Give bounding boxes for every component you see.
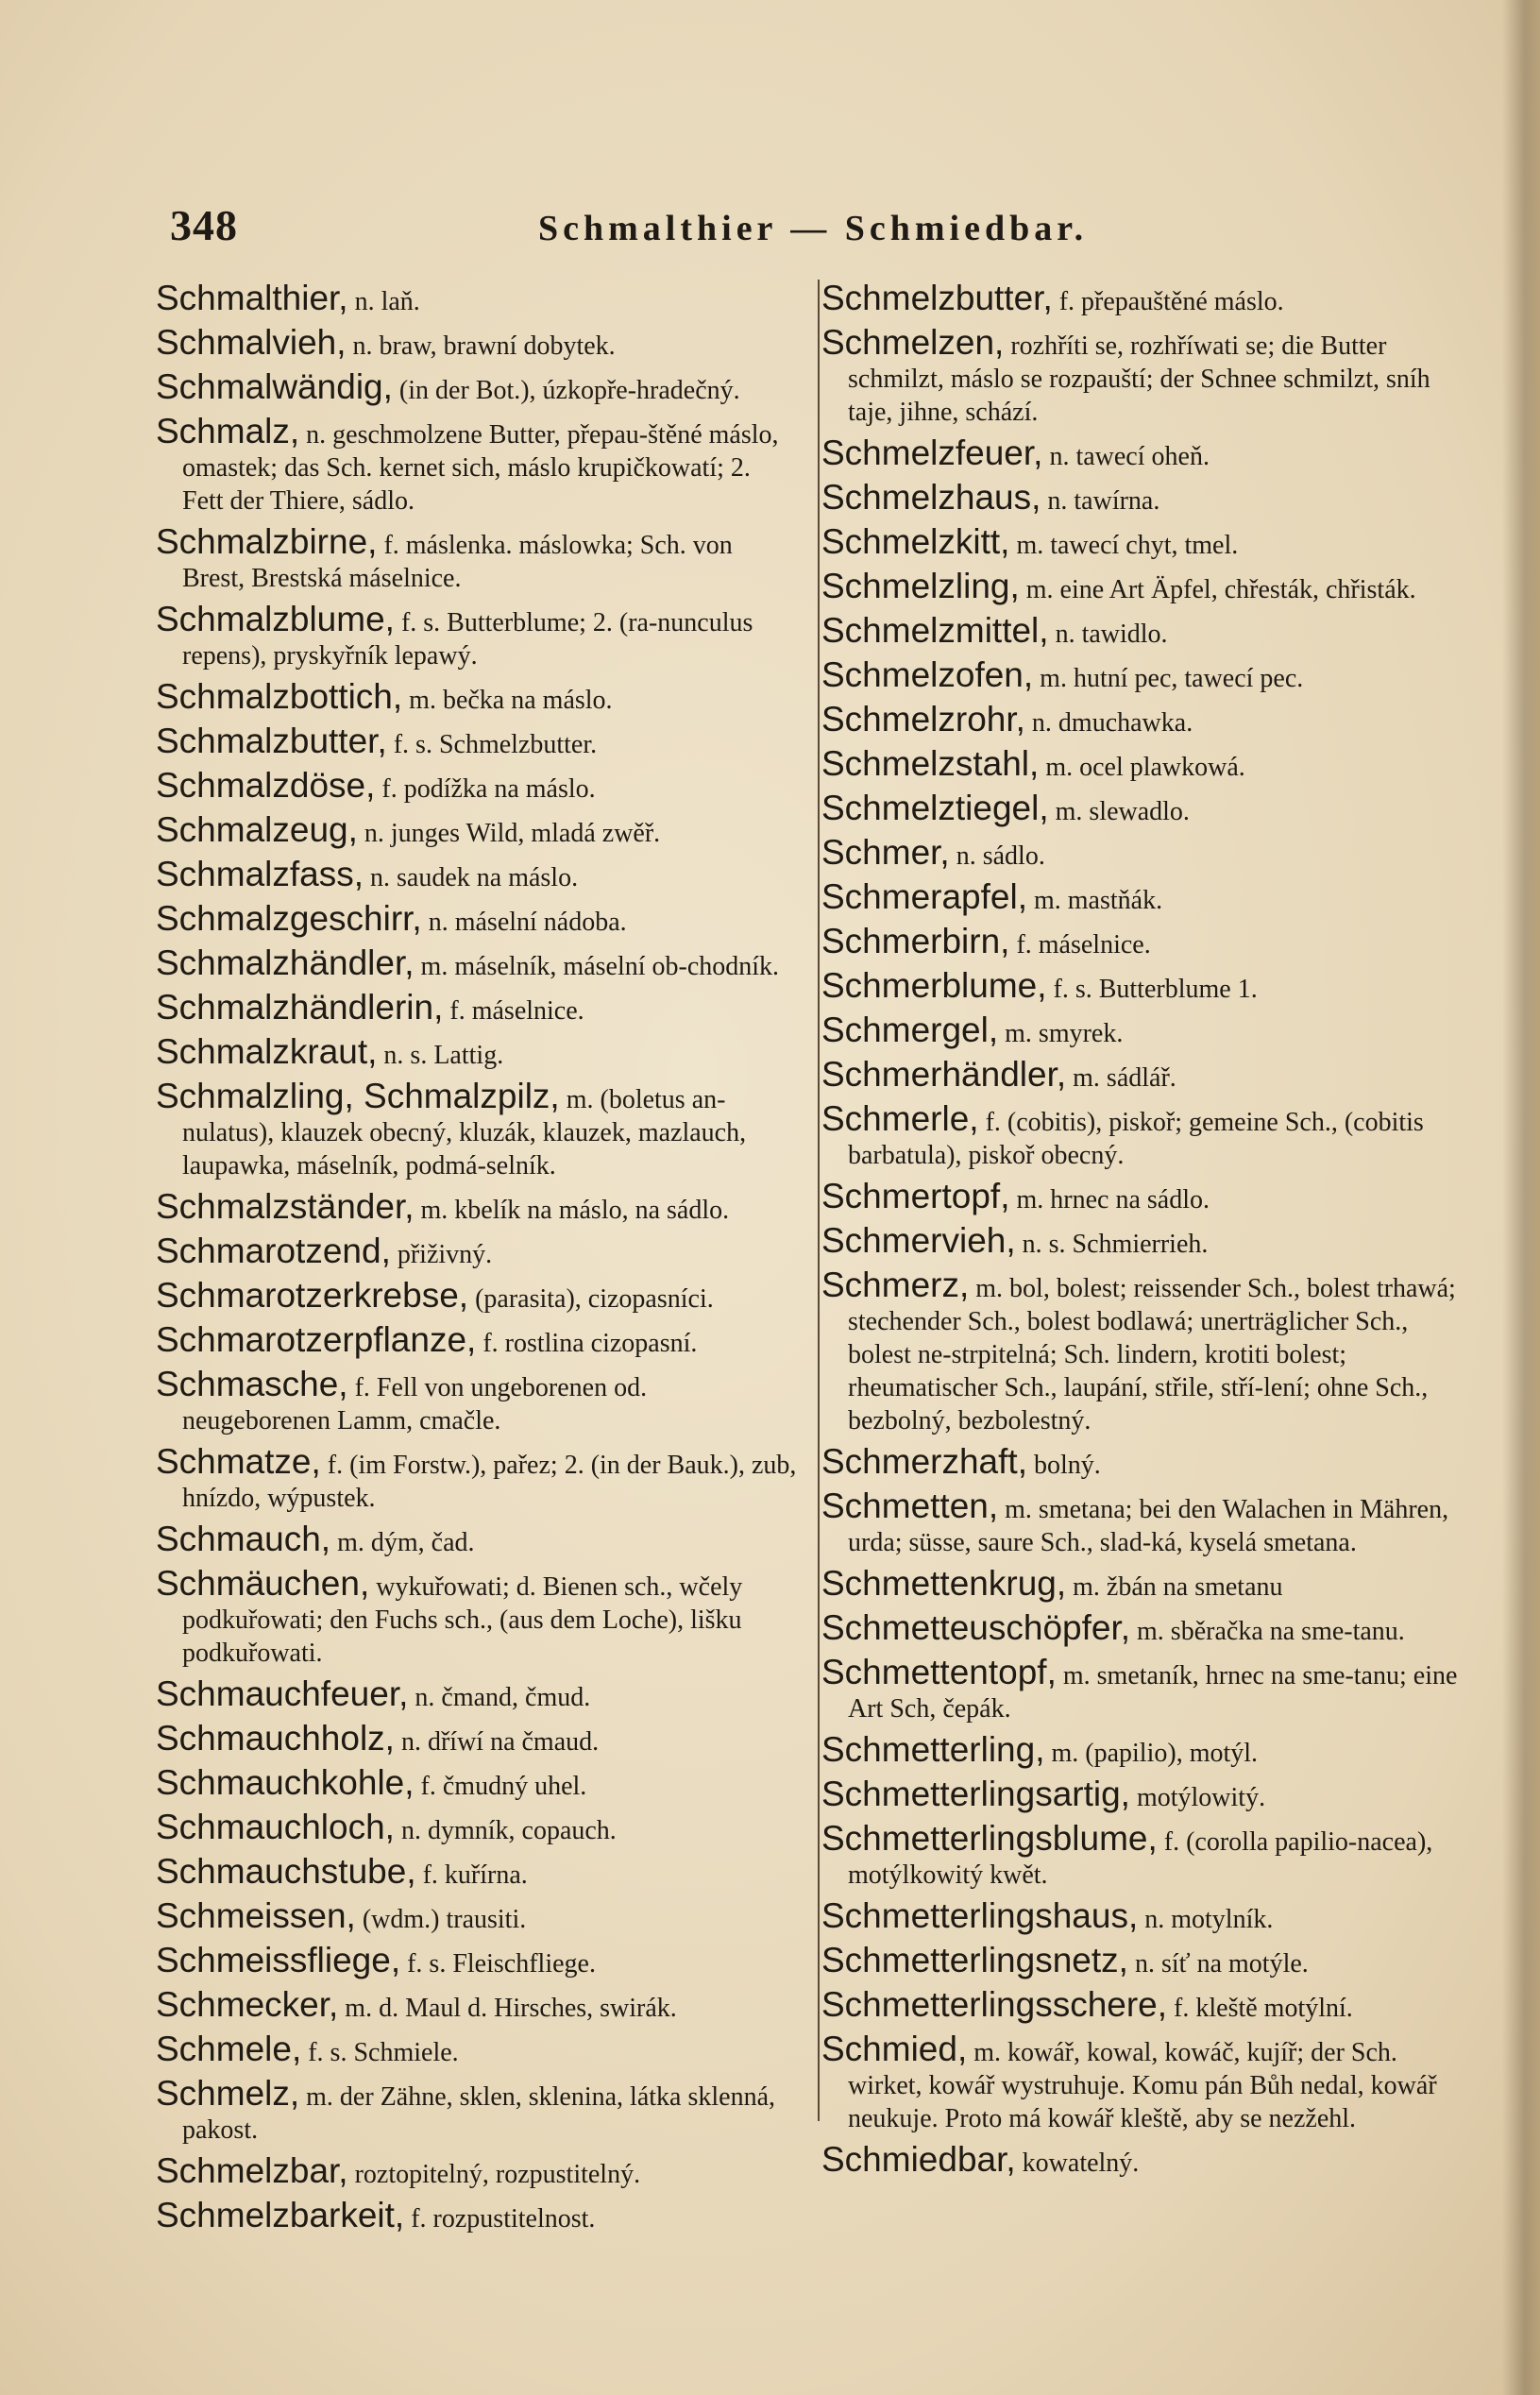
entry-definition: (in der Bot.), úzkopře-hradečný. [392,376,740,405]
dictionary-entry [156,1719,798,1758]
entry-definition: kowatelný. [1015,2149,1140,2178]
entry-definition: n. dříwí na čmaud. [394,1727,600,1757]
entry-definition: f. rostlina cizopasní. [476,1329,698,1358]
dictionary-entry [821,1055,1464,1095]
entry-headword: Schmauchloch, [156,1808,395,1846]
dictionary-entry [156,1985,798,2025]
entry-definition: n. čmand, čmud. [408,1683,591,1712]
entry-headword: Schmelzkitt, [821,522,1010,561]
entry-definition: m. (papilio), motýl. [1044,1739,1259,1768]
entry-headword: Schmervieh, [821,1221,1016,1260]
entry-definition: m. kbelík na máslo, na sádlo. [414,1196,730,1225]
entry-headword: Schmauchfeuer, [156,1674,409,1713]
entry-headword: Schmeissen, [156,1896,356,1935]
dictionary-entry [821,323,1464,429]
entry-definition: rozhříti se, rozhříwati se; die Butter schmilzt, máslo se rozpauští; der Schnee schmilzt, sníh taje, jihne, schází. [848,331,1430,427]
entry-headword: Schmergel, [821,1011,999,1049]
entry-headword: Schmettenkrug, [821,1564,1067,1603]
entry-definition: f. máselnice. [443,996,584,1026]
entry-definition: n. síť na motýle. [1127,1949,1309,1979]
dictionary-entry [821,1941,1464,1980]
dictionary-entry [821,1221,1464,1261]
entry-headword: Schmetterlingsartig, [821,1775,1130,1813]
dictionary-entry [156,412,798,518]
column-divider [818,280,820,2121]
dictionary-entry [821,478,1464,518]
dictionary-entry [156,2196,798,2235]
entry-headword: Schmelz, [156,2074,300,2113]
entry-headword: Schmalzbutter, [156,722,387,760]
entry-definition: m. bečka na máslo. [402,686,613,715]
dictionary-entry [821,744,1464,784]
entry-definition: n. saudek na máslo. [364,863,579,892]
entry-headword: Schmalzhändlerin, [156,988,444,1027]
entry-definition: m. smyrek. [998,1019,1124,1048]
dictionary-entry [156,1763,798,1803]
dictionary-entry [156,766,798,806]
entry-definition: f. Fell von ungeborenen od. neugeborenen Lamm, cmačle. [182,1373,648,1435]
entry-definition: m. d. Maul d. Hirsches, swirák. [338,1994,677,2023]
dictionary-entry [156,1032,798,1072]
entry-headword: Schmettentopf, [821,1653,1057,1691]
dictionary-entry [821,1177,1464,1216]
entry-headword: Schmerapfel, [821,877,1027,916]
entry-definition: f. s. Schmelzbutter. [386,730,598,759]
entry-headword: Schmasche, [156,1365,348,1403]
dictionary-entry [156,323,798,363]
entry-headword: Schmalzbottich, [156,677,403,716]
entry-headword: Schmalzeug, [156,810,358,849]
dictionary-entry [821,1985,1464,2025]
entry-definition: (wdm.) trausiti. [355,1905,527,1934]
entry-definition: bolný. [1026,1451,1101,1480]
entry-headword: Schmetteuschöpfer, [821,1608,1131,1647]
entry-headword: Schmauch, [156,1520,331,1558]
entry-headword: Schmalvieh, [156,323,347,362]
entry-headword: Schmauchholz, [156,1719,395,1758]
entry-headword: Schmecker, [156,1985,339,2024]
entry-headword: Schmarotzerkrebse, [156,1276,469,1315]
entry-definition: n. motylník. [1138,1905,1274,1934]
entry-definition: n. junges Wild, mladá zwěř. [357,819,661,848]
entry-headword: Schmetten, [821,1486,999,1525]
dictionary-entry [821,433,1464,473]
entry-definition: f. (corolla papilio-nacea), motýlkowitý kwět. [848,1827,1433,1890]
entry-headword: Schmer, [821,833,950,872]
entry-headword: Schmelzmittel, [821,611,1049,650]
dictionary-entry [821,611,1464,651]
entry-definition: m. hutní pec, tawecí pec. [1033,664,1304,693]
entry-definition: m. žbán na smetanu [1066,1572,1283,1602]
dictionary-entry [156,1320,798,1360]
dictionary-entry [156,1276,798,1316]
page-edge-shadow [1502,0,1540,2395]
dictionary-entry [156,1810,798,1847]
entry-headword: Schmetterlingshaus, [821,1896,1139,1935]
dictionary-entry [156,1896,798,1936]
entry-definition: n. tawecí oheň. [1042,442,1210,471]
dictionary-entry [156,1522,798,1559]
entry-headword: Schmelzstahl, [821,744,1040,783]
entry-headword: Schmalzdöse, [156,766,376,805]
entry-headword: Schmelzbarkeit, [156,2196,405,2234]
dictionary-entry [821,522,1464,562]
entry-headword: Schmetterlingsschere, [821,1985,1168,2024]
dictionary-entry [821,966,1464,1006]
entry-headword: Schmetterlingsnetz, [821,1941,1128,1979]
dictionary-entry [821,877,1464,917]
dictionary-entry [156,943,798,983]
entry-definition: n. s. Lattig. [377,1041,504,1070]
entry-headword: Schmerzhaft, [821,1442,1027,1481]
entry-definition: f. kuřírna. [415,1860,528,1890]
entry-headword: Schmertopf, [821,1177,1010,1215]
entry-definition: n. sádlo. [949,841,1045,871]
entry-headword: Schmalzling, Schmalzpilz, [156,1077,560,1115]
dictionary-entry [156,1367,798,1437]
entry-definition: m. smetana; bei den Walachen in Mähren, urda; süsse, saure Sch., slad-ká, kyselá smetana. [848,1495,1449,1557]
dictionary-entry [821,791,1464,828]
entry-definition: m. smetaník, hrnec na sme-tanu; eine Art Sch, čepák. [848,1661,1458,1724]
dictionary-entry [156,2151,798,2191]
entry-definition: m. eine Art Äpfel, chřesták, chřisták. [1019,575,1416,604]
entry-definition: f. kleště motýlní. [1167,1994,1353,2023]
dictionary-entry [821,833,1464,873]
entry-definition: n. dmuchawka. [1024,708,1193,738]
dictionary-entry [821,1564,1464,1604]
entry-headword: Schmied, [821,2030,968,2068]
entry-definition: f. máselnice. [1009,930,1151,960]
entry-definition: m. ocel plawkowá. [1039,753,1245,782]
entry-definition: f. čmudný uhel. [414,1772,587,1801]
dictionary-entry [821,2032,1464,2135]
dictionary-entry [821,1730,1464,1770]
dictionary-entry [156,281,798,318]
entry-definition: wykuřowati; d. Bienen sch., wčely podkuřowati; den Fuchs sch., (aus dem Loche), lišku podkuřowati. [182,1572,743,1668]
dictionary-entry [156,1564,798,1670]
page-header [170,200,1454,266]
entry-definition: n. braw, brawní dobytek. [346,331,616,361]
entry-definition: f. (im Forstw.), pařez; 2. (in der Bauk.), zub, hnízdo, wýpustek. [182,1451,797,1513]
dictionary-entry [156,2074,798,2147]
entry-definition: n. laň. [347,287,420,316]
entry-definition: f. (cobitis), piskoř; gemeine Sch., (cobitis barbatula), piskoř obecný. [848,1108,1424,1170]
entry-definition: roztopitelný, rozpustitelný. [347,2160,641,2189]
dictionary-entry [821,1777,1464,1814]
entry-headword: Schmiedbar, [821,2140,1016,2179]
entry-definition: m. (boletus an-nulatus), klauzek obecný, kluzák, klauzek, mazlauch, laupawka, máselník, podmá-selník. [182,1085,747,1181]
entry-headword: Schmelzen, [821,323,1005,362]
dictionary-entry [156,899,798,939]
entry-definition: f. s. Fleischfliege. [400,1949,596,1979]
entry-headword: Schmelzhaus, [821,478,1041,517]
entry-headword: Schmäuchen, [156,1564,370,1603]
entry-headword: Schmeissfliege, [156,1941,401,1979]
dictionary-entry [821,922,1464,961]
dictionary-entry [821,569,1464,606]
entry-headword: Schmalzfass, [156,855,364,893]
entry-definition: m. máselník, máselní ob-chodník. [414,952,780,981]
entry-headword: Schmerle, [821,1099,979,1138]
entry-headword: Schmarotzerpflanze, [156,1320,477,1359]
entry-definition: přiživný. [390,1240,493,1269]
entry-headword: Schmerhändler, [821,1055,1067,1094]
entry-headword: Schmelzrohr, [821,700,1025,739]
dictionary-entry [156,1852,798,1892]
running-head: Schmalthier — Schmiedbar. [538,209,1089,248]
entry-definition: m. sběračka na sme-tanu. [1130,1617,1405,1646]
entry-definition: f. s. Butterblume 1. [1046,975,1258,1004]
entry-headword: Schmerz, [821,1265,970,1304]
entry-definition: m. der Zähne, sklen, sklenina, látka sklenná, pakost. [182,2082,776,2145]
dictionary-entry [821,281,1464,318]
entry-definition: f. podížka na máslo. [375,774,596,804]
dictionary-entry [821,2140,1464,2180]
dictionary-entry [156,1941,798,1980]
dictionary-entry [156,2032,798,2069]
entry-headword: Schmerblume, [821,966,1047,1005]
page-number: 348 [170,201,238,249]
entry-headword: Schmelzbar, [156,2151,348,2190]
entry-headword: Schmalzblume, [156,600,395,638]
entry-headword: Schmelzofen, [821,655,1034,694]
dictionary-entry [156,810,798,850]
entry-definition: m. mastňák. [1027,886,1163,915]
entry-definition: m. slewadlo. [1048,797,1190,826]
entry-headword: Schmalzbirne, [156,522,378,561]
entry-headword: Schmalzhändler, [156,943,415,982]
entry-definition: m. dým, čad. [330,1528,475,1557]
left-column [156,281,798,2243]
entry-definition: n. tawírna. [1041,486,1160,516]
dictionary-entry [821,1013,1464,1050]
dictionary-entry [821,1653,1464,1725]
entry-definition: m. kowář, kowal, kowáč, kujíř; der Sch. wirket, kowář wystruhuje. Komu pán Bůh nedal, kowář neukuje. Proto má kowář kleště, aby se nezžehl. [848,2038,1437,2133]
entry-definition: m. sádlář. [1066,1063,1176,1093]
entry-definition: f. přepauštěné máslo. [1052,287,1284,316]
dictionary-entry [821,655,1464,695]
entry-definition: n. s. Schmierrieh. [1015,1230,1209,1259]
entry-headword: Schmalzkraut, [156,1032,378,1071]
entry-headword: Schmele, [156,2030,302,2068]
entry-headword: Schmelzling, [821,567,1020,605]
entry-definition: motýlowitý. [1129,1783,1266,1812]
entry-headword: Schmetterlingsblume, [821,1819,1158,1858]
dictionary-entry [156,855,798,894]
entry-definition: n. máselní nádoba. [421,908,627,937]
dictionary-entry [156,1442,798,1515]
dictionary-entry [156,1674,798,1714]
dictionary-entry [156,988,798,1028]
entry-definition: f. máslenka. máslowka; Sch. von Brest, Brestská máselnice. [182,531,733,593]
dictionary-entry [821,1442,1464,1482]
dictionary-entry [156,600,798,672]
dictionary-entry [821,1265,1464,1437]
dictionary-entry [821,1819,1464,1892]
dictionary-entry [821,1099,1464,1172]
entry-headword: Schmauchkohle, [156,1763,415,1802]
entry-headword: Schmalzgeschirr, [156,899,422,938]
entry-headword: Schmarotzend, [156,1231,391,1270]
entry-headword: Schmelzfeuer, [821,433,1043,472]
right-column [821,281,1464,2187]
entry-headword: Schmerbirn, [821,922,1010,960]
entry-headword: Schmalzständer, [156,1187,415,1226]
entry-definition: (parasita), cizopasníci. [468,1284,714,1314]
dictionary-entry [156,1231,798,1271]
entry-headword: Schmauchstube, [156,1852,416,1891]
dictionary-entry [156,1079,798,1182]
entry-definition: f. rozpustitelnost. [404,2204,596,2234]
entry-headword: Schmelzbutter, [821,279,1053,317]
entry-headword: Schmatze, [156,1442,321,1481]
entry-headword: Schmalthier, [156,279,348,317]
dictionary-entry [821,1896,1464,1936]
dictionary-entry [156,724,798,761]
dictionary-entry [156,522,798,595]
entry-definition: m. hrnec na sádlo. [1009,1185,1210,1214]
dictionary-entry [156,1187,798,1227]
dictionary-entry [156,677,798,717]
entry-definition: m. tawecí chyt, tmel. [1009,531,1239,560]
entry-headword: Schmetterling, [821,1730,1045,1769]
entry-headword: Schmelztiegel, [821,789,1049,827]
entry-definition: n. tawidlo. [1048,620,1168,649]
entry-definition: n. dymník, copauch. [394,1816,617,1845]
entry-headword: Schmalwändig, [156,367,393,406]
entry-definition: n. geschmolzene Butter, přepau-štěné máslo, omastek; das Sch. kernet sich, máslo krupičkowatí; 2. Fett der Thiere, sádlo. [182,420,779,516]
entry-definition: f. s. Butterblume; 2. (ra-nunculus repens), pryskyřník lepawý. [182,608,753,671]
dictionary-entry [821,1486,1464,1559]
dictionary-entry [821,1608,1464,1648]
entry-definition: f. s. Schmiele. [301,2038,459,2067]
dictionary-entry [156,367,798,407]
entry-definition: m. bol, bolest; reissender Sch., bolest trhawá; stechender Sch., bolest bodlawá; unerträglicher Sch., bolest ne-strpitelná; Sch. lindern, krotiti bolest; rheumatischer Sch., laupání, střile, stří-lení; ohne Sch., bezbolný, bezbolestný. [848,1274,1456,1435]
entry-headword: Schmalz, [156,412,300,450]
dictionary-entry [821,700,1464,739]
